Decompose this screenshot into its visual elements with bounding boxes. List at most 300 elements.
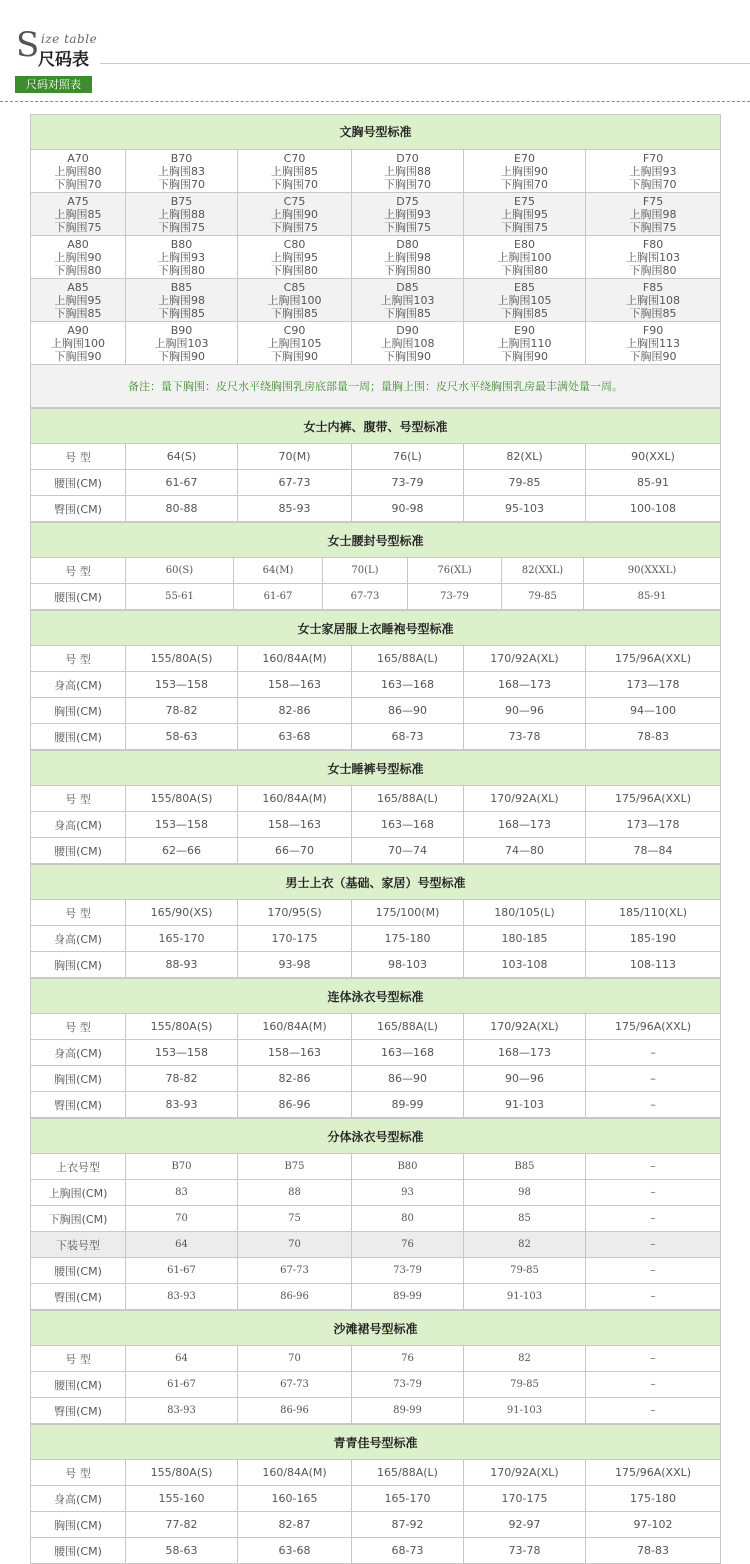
- under-bust: 下胸围70: [271, 177, 318, 191]
- skirt-rows: [31, 1346, 721, 1424]
- cup-size: E90: [514, 323, 535, 337]
- cup-cell: [586, 236, 721, 279]
- size-value: 98-103: [352, 952, 464, 978]
- cup-size: A90: [67, 323, 89, 337]
- size-value: –: [586, 1372, 721, 1398]
- size-value: 180/105(L): [464, 900, 586, 926]
- cup-size: C90: [283, 323, 306, 337]
- table-row: [31, 672, 721, 698]
- row-label: 号 型: [31, 786, 126, 812]
- cup-size: E80: [514, 237, 535, 251]
- waist-rows: [31, 558, 721, 610]
- size-value: 67-73: [238, 470, 352, 496]
- size-value: 75: [238, 1206, 352, 1232]
- upper-bust: 上胸围113: [626, 336, 681, 350]
- table-row: [31, 1014, 721, 1040]
- size-value: 82: [464, 1346, 586, 1372]
- size-value: 155/80A(S): [126, 646, 238, 672]
- size-value: 175/96A(XXL): [586, 646, 721, 672]
- teen-size-table: [30, 1424, 721, 1564]
- size-value: 103-108: [464, 952, 586, 978]
- size-value: 91-103: [464, 1092, 586, 1118]
- size-value: 67-73: [238, 1258, 352, 1284]
- size-value: 170/92A(XL): [464, 1460, 586, 1486]
- size-value: 165-170: [352, 1486, 464, 1512]
- table-row: [31, 724, 721, 750]
- upper-bust: 上胸围83: [158, 164, 205, 178]
- size-value: 170-175: [464, 1486, 586, 1512]
- under-bust: 下胸围75: [501, 220, 548, 234]
- table-row: [31, 1398, 721, 1424]
- size-value: 160/84A(M): [238, 646, 352, 672]
- size-value: 175/100(M): [352, 900, 464, 926]
- size-value: 170/92A(XL): [464, 786, 586, 812]
- row-label: 腰围(CM): [31, 1372, 126, 1398]
- upper-bust: 上胸围85: [54, 207, 102, 221]
- size-value: 100-108: [586, 496, 721, 522]
- under-bust: 下胸围75: [158, 220, 205, 234]
- cup-cell: [31, 150, 126, 193]
- under-bust: 下胸围75: [629, 220, 677, 234]
- table-row: [31, 1538, 721, 1564]
- upper-bust: 上胸围103: [154, 336, 209, 350]
- upper-bust: 上胸围90: [271, 207, 318, 221]
- upper-bust: 上胸围98: [158, 293, 205, 307]
- upper-bust: 上胸围95: [54, 293, 102, 307]
- under-bust: 下胸围70: [54, 177, 102, 191]
- upper-bust: 上胸围108: [626, 293, 681, 307]
- cup-size: D90: [396, 323, 419, 337]
- size-value: 153—158: [126, 672, 238, 698]
- under-bust: 下胸围90: [158, 349, 205, 363]
- cup-size: B75: [170, 194, 193, 208]
- size-value: 55-61: [126, 584, 234, 610]
- size-value: 78-83: [586, 1538, 721, 1564]
- under-bust: 下胸围90: [384, 349, 431, 363]
- size-value: 90—96: [464, 1066, 586, 1092]
- cup-cell: [31, 193, 126, 236]
- size-value: 76: [352, 1346, 464, 1372]
- under-bust: 下胸围80: [384, 263, 431, 277]
- size-value: 83: [126, 1180, 238, 1206]
- cup-cell: [126, 322, 238, 365]
- row-label: 胸围(CM): [31, 1512, 126, 1538]
- cup-size: D75: [396, 194, 419, 208]
- size-value: 165/88A(L): [352, 786, 464, 812]
- size-value: 74—80: [464, 838, 586, 864]
- bra-rows: [31, 150, 721, 365]
- size-tables: [30, 114, 720, 1564]
- size-value: 92-97: [464, 1512, 586, 1538]
- under-bust: 下胸围80: [271, 263, 318, 277]
- under-bust: 下胸围75: [384, 220, 431, 234]
- pajama-size-table: [30, 750, 721, 864]
- size-value: –: [586, 1092, 721, 1118]
- cup-cell: [126, 236, 238, 279]
- size-value: B85: [464, 1154, 586, 1180]
- mens-rows: [31, 900, 721, 978]
- size-value: 73-78: [464, 724, 586, 750]
- row-label: 身高(CM): [31, 1486, 126, 1512]
- cup-size: A85: [67, 280, 89, 294]
- bikini-rows: [31, 1154, 721, 1310]
- under-bust: 下胸围70: [629, 177, 677, 191]
- upper-bust: 上胸围100: [51, 336, 105, 350]
- upper-bust: 上胸围95: [271, 250, 318, 264]
- size-value: 165-170: [126, 926, 238, 952]
- upper-bust: 上胸围98: [384, 250, 431, 264]
- size-value: 70—74: [352, 838, 464, 864]
- measure-note: 备注：量下胸围：皮尺水平绕胸围乳房底部量一周；量胸上围：皮尺水平绕胸围乳房最丰满处量一周。: [31, 365, 721, 408]
- under-bust: 下胸围80: [501, 263, 548, 277]
- size-value: B75: [238, 1154, 352, 1180]
- under-bust: 下胸围85: [54, 306, 102, 320]
- size-value: 180-185: [464, 926, 586, 952]
- upper-bust: 上胸围95: [501, 207, 548, 221]
- upper-bust: 上胸围100: [497, 250, 552, 264]
- size-value: 82-86: [238, 1066, 352, 1092]
- size-value: –: [586, 1258, 721, 1284]
- size-value: 108-113: [586, 952, 721, 978]
- size-value: 86—90: [352, 698, 464, 724]
- size-value: 79-85: [464, 470, 586, 496]
- size-value: 185-190: [586, 926, 721, 952]
- upper-bust: 上胸围85: [271, 164, 318, 178]
- size-value: 160-165: [238, 1486, 352, 1512]
- waist-size-table: [30, 522, 721, 610]
- table-row: [31, 1154, 721, 1180]
- upper-bust: 上胸围90: [501, 164, 548, 178]
- size-value: 98: [464, 1180, 586, 1206]
- table-row: [31, 1092, 721, 1118]
- size-value: 76(XL): [408, 558, 502, 584]
- cup-size: E85: [514, 280, 535, 294]
- size-value: 83-93: [126, 1284, 238, 1310]
- brand-subtitle: ize table: [41, 32, 98, 46]
- size-value: 82-87: [238, 1512, 352, 1538]
- size-value: 70(M): [238, 444, 352, 470]
- row-label: 号 型: [31, 1346, 126, 1372]
- size-value: –: [586, 1284, 721, 1310]
- size-value: 73-79: [352, 1258, 464, 1284]
- bra-size-table: [30, 114, 721, 408]
- onepiece-rows: [31, 1014, 721, 1118]
- table-row: [31, 1346, 721, 1372]
- upper-bust: 上胸围105: [497, 293, 552, 307]
- upper-bust: 上胸围93: [629, 164, 677, 178]
- cup-size: F85: [642, 280, 664, 294]
- size-value: 163—168: [352, 672, 464, 698]
- under-bust: 下胸围90: [271, 349, 318, 363]
- under-bust: 下胸围80: [629, 263, 677, 277]
- table-row: [31, 698, 721, 724]
- upper-bust: 上胸围88: [384, 164, 431, 178]
- cup-cell: [464, 236, 586, 279]
- cup-size: C85: [283, 280, 306, 294]
- size-value: 82(XL): [464, 444, 586, 470]
- size-value: 160/84A(M): [238, 786, 352, 812]
- cup-cell: [352, 193, 464, 236]
- size-value: 173—178: [586, 812, 721, 838]
- size-value: 91-103: [464, 1398, 586, 1424]
- size-value: 86-96: [238, 1284, 352, 1310]
- size-value: 67-73: [238, 1372, 352, 1398]
- size-value: 80: [352, 1206, 464, 1232]
- size-value: –: [586, 1154, 721, 1180]
- row-label: 腰围(CM): [31, 724, 126, 750]
- row-label: 臀围(CM): [31, 1284, 126, 1310]
- row-label: 身高(CM): [31, 1040, 126, 1066]
- cup-cell: [464, 150, 586, 193]
- size-value: 89-99: [352, 1284, 464, 1310]
- cup-size: F80: [642, 237, 664, 251]
- upper-bust: 上胸围98: [629, 207, 677, 221]
- upper-bust: 上胸围90: [54, 250, 102, 264]
- row-label: 号 型: [31, 444, 126, 470]
- size-value: 73-79: [352, 470, 464, 496]
- cup-cell: [586, 150, 721, 193]
- size-value: 76(L): [352, 444, 464, 470]
- cup-cell: [31, 279, 126, 322]
- row-label: 号 型: [31, 1460, 126, 1486]
- size-value: 64(M): [234, 558, 323, 584]
- cup-size: D70: [396, 151, 419, 165]
- table-title: 文胸号型标准: [31, 115, 721, 150]
- under-bust: 下胸围85: [629, 306, 677, 320]
- row-label: 下胸围(CM): [31, 1206, 126, 1232]
- table-row: [31, 1372, 721, 1398]
- cup-size: D85: [396, 280, 419, 294]
- size-value: 90(XXXL): [584, 558, 721, 584]
- size-value: 165/88A(L): [352, 1014, 464, 1040]
- size-value: 58-63: [126, 1538, 238, 1564]
- size-value: 61-67: [234, 584, 323, 610]
- size-value: 90-98: [352, 496, 464, 522]
- cup-size: B70: [170, 151, 193, 165]
- size-value: 173—178: [586, 672, 721, 698]
- size-value: 170/95(S): [238, 900, 352, 926]
- table-row: [31, 444, 721, 470]
- under-bust: 下胸围80: [54, 263, 102, 277]
- size-value: 82(XXL): [502, 558, 584, 584]
- size-value: 85: [464, 1206, 586, 1232]
- cup-cell: [238, 322, 352, 365]
- upper-bust: 上胸围100: [267, 293, 322, 307]
- row-label: 胸围(CM): [31, 1066, 126, 1092]
- size-value: 91-103: [464, 1284, 586, 1310]
- homewear-size-table: [30, 610, 721, 750]
- size-value: 89-99: [352, 1092, 464, 1118]
- size-value: 93: [352, 1180, 464, 1206]
- size-value: 155/80A(S): [126, 1460, 238, 1486]
- size-value: 83-93: [126, 1092, 238, 1118]
- size-value: –: [586, 1232, 721, 1258]
- cup-cell: [586, 279, 721, 322]
- size-value: 78—84: [586, 838, 721, 864]
- size-value: 85-91: [586, 470, 721, 496]
- table-row: [31, 496, 721, 522]
- size-value: 165/90(XS): [126, 900, 238, 926]
- mens-size-table: [30, 864, 721, 978]
- row-label: 腰围(CM): [31, 838, 126, 864]
- size-value: 170/92A(XL): [464, 1014, 586, 1040]
- cup-cell: [31, 236, 126, 279]
- table-row: [31, 1206, 721, 1232]
- table-row: [31, 470, 721, 496]
- size-value: 155/80A(S): [126, 786, 238, 812]
- cup-cell: [31, 322, 126, 365]
- size-value: 70: [238, 1232, 352, 1258]
- cup-size: E75: [514, 194, 535, 208]
- cup-cell: [464, 279, 586, 322]
- size-value: 70: [126, 1206, 238, 1232]
- under-bust: 下胸围90: [629, 349, 677, 363]
- cup-cell: [238, 236, 352, 279]
- table-title: 女士睡裤号型标准: [31, 751, 721, 786]
- cup-size: E70: [514, 151, 535, 165]
- upper-bust: 上胸围110: [497, 336, 552, 350]
- upper-bust: 上胸围93: [158, 250, 205, 264]
- size-value: 87-92: [352, 1512, 464, 1538]
- size-value: 185/110(XL): [586, 900, 721, 926]
- size-value: 79-85: [464, 1258, 586, 1284]
- panties-size-table: [30, 408, 721, 522]
- cup-size: F90: [642, 323, 664, 337]
- size-value: 78-82: [126, 698, 238, 724]
- size-value: 170-175: [238, 926, 352, 952]
- table-row: [31, 1040, 721, 1066]
- size-value: 165/88A(L): [352, 646, 464, 672]
- row-label: 号 型: [31, 900, 126, 926]
- skirt-size-table: [30, 1310, 721, 1424]
- size-value: 175-180: [586, 1486, 721, 1512]
- size-value: 163—168: [352, 1040, 464, 1066]
- size-value: –: [586, 1398, 721, 1424]
- size-value: 175/96A(XXL): [586, 1460, 721, 1486]
- size-value: 175-180: [352, 926, 464, 952]
- cup-size: F70: [642, 151, 664, 165]
- table-title: 连体泳衣号型标准: [31, 979, 721, 1014]
- under-bust: 下胸围70: [158, 177, 205, 191]
- upper-bust: 上胸围93: [384, 207, 431, 221]
- bikini-size-table: [30, 1118, 721, 1310]
- size-value: 95-103: [464, 496, 586, 522]
- row-label: 臀围(CM): [31, 1092, 126, 1118]
- row-label: 臀围(CM): [31, 496, 126, 522]
- size-value: 83-93: [126, 1398, 238, 1424]
- size-value: 78-83: [586, 724, 721, 750]
- cup-size: B90: [170, 323, 193, 337]
- cup-cell: [238, 279, 352, 322]
- table-row: [31, 193, 721, 236]
- size-value: –: [586, 1066, 721, 1092]
- upper-bust: 上胸围103: [626, 250, 681, 264]
- pajama-rows: [31, 786, 721, 864]
- table-row: [31, 322, 721, 365]
- cup-size: F75: [642, 194, 664, 208]
- cup-size: A75: [67, 194, 89, 208]
- cup-cell: [126, 193, 238, 236]
- upper-bust: 上胸围108: [380, 336, 435, 350]
- under-bust: 下胸围75: [54, 220, 102, 234]
- size-value: 170/92A(XL): [464, 646, 586, 672]
- table-row: [31, 150, 721, 193]
- upper-bust: 上胸围88: [158, 207, 205, 221]
- table-row: [31, 1284, 721, 1310]
- row-label: 号 型: [31, 646, 126, 672]
- size-value: 63-68: [238, 724, 352, 750]
- row-label: 身高(CM): [31, 812, 126, 838]
- row-label: 号 型: [31, 558, 126, 584]
- size-value: 82-86: [238, 698, 352, 724]
- size-value: 61-67: [126, 1372, 238, 1398]
- panties-rows: [31, 444, 721, 522]
- row-label: 上衣号型: [31, 1154, 126, 1180]
- size-value: 73-79: [408, 584, 502, 610]
- cup-cell: [238, 193, 352, 236]
- table-row: [31, 812, 721, 838]
- table-row: [31, 279, 721, 322]
- table-row: [31, 1066, 721, 1092]
- row-label: 号 型: [31, 1014, 126, 1040]
- row-label: 腰围(CM): [31, 470, 126, 496]
- size-value: 66—70: [238, 838, 352, 864]
- size-value: 78-82: [126, 1066, 238, 1092]
- row-label: 腰围(CM): [31, 1538, 126, 1564]
- header-divider: [100, 63, 750, 64]
- size-value: 158—163: [238, 1040, 352, 1066]
- cup-cell: [126, 150, 238, 193]
- size-value: 62—66: [126, 838, 238, 864]
- cup-cell: [238, 150, 352, 193]
- size-value: 89-99: [352, 1398, 464, 1424]
- upper-bust: 上胸围105: [267, 336, 322, 350]
- size-value: 61-67: [126, 1258, 238, 1284]
- size-value: 93-98: [238, 952, 352, 978]
- size-value: 86-96: [238, 1092, 352, 1118]
- size-value: –: [586, 1180, 721, 1206]
- row-label: 腰围(CM): [31, 584, 126, 610]
- under-bust: 下胸围85: [501, 306, 548, 320]
- cup-cell: [586, 322, 721, 365]
- table-row: [31, 926, 721, 952]
- size-value: 155/80A(S): [126, 1014, 238, 1040]
- under-bust: 下胸围70: [384, 177, 431, 191]
- cup-cell: [352, 322, 464, 365]
- table-row: [31, 1180, 721, 1206]
- table-title: 青青佳号型标准: [31, 1425, 721, 1460]
- size-value: 90—96: [464, 698, 586, 724]
- cup-cell: [126, 279, 238, 322]
- cup-cell: [464, 322, 586, 365]
- row-label: 身高(CM): [31, 926, 126, 952]
- cup-size: C70: [283, 151, 306, 165]
- table-row: [31, 786, 721, 812]
- upper-bust: 上胸围80: [54, 164, 102, 178]
- under-bust: 下胸围90: [501, 349, 548, 363]
- cup-cell: [352, 279, 464, 322]
- size-value: 82: [464, 1232, 586, 1258]
- table-title: 女士腰封号型标准: [31, 523, 721, 558]
- size-value: B80: [352, 1154, 464, 1180]
- size-value: 88-93: [126, 952, 238, 978]
- cup-size: C75: [283, 194, 306, 208]
- homewear-rows: [31, 646, 721, 750]
- brand-letter: S: [16, 25, 40, 65]
- row-label: 身高(CM): [31, 672, 126, 698]
- cup-cell: [464, 193, 586, 236]
- size-value: 97-102: [586, 1512, 721, 1538]
